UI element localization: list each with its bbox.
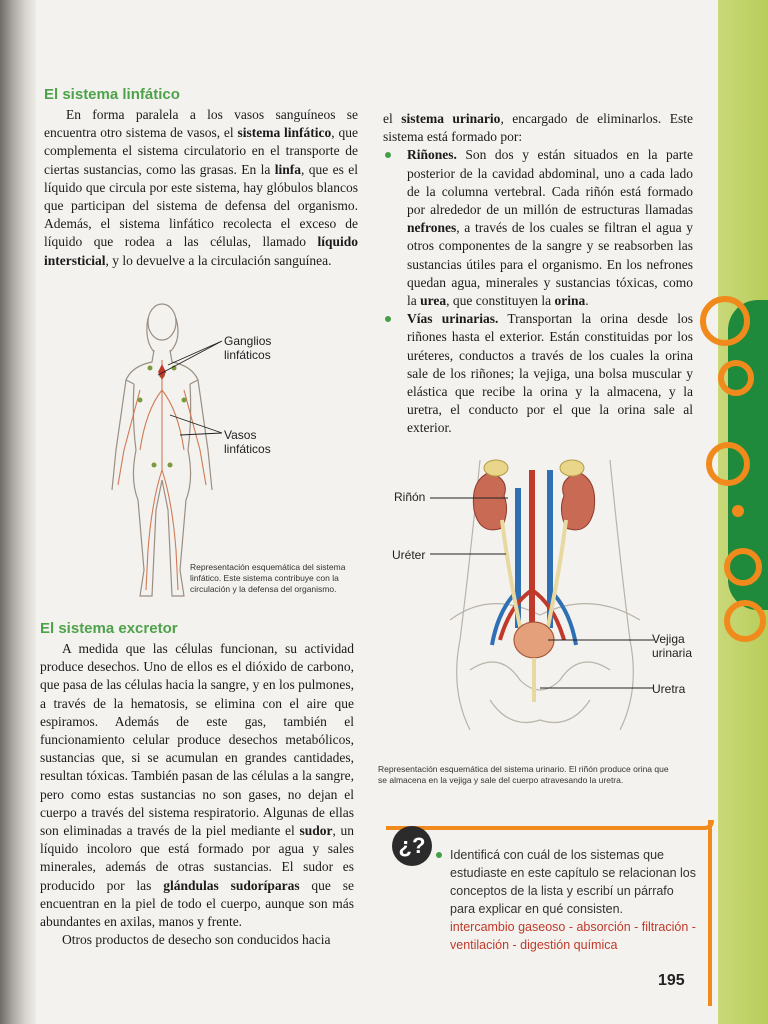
excretor-paragraph [40,640,354,931]
urinary-figure-leader-lines [428,490,658,700]
text-run: A medida que las células funcionan, su actividad produce desechos. Uno de ellos es el dióxido de carbono, que pasa de las células hacia la sangre, y en los pulmones, a través de la hematosis, se elimina con el aire que espiramos. Además de este gas, también el funcionamiento celular produce desechos metabólicos, sustancias que, si se acumulan en grandes cantidades, resultan tóxicas. También pasan de las células a la sangre, pero como estas sustancias no son gases, no dejan el cuerpo a través del sistema respiratorio. Algunas de ellas son eliminadas a través de la piel mediante el [40,641,354,839]
text-run: . [585,293,589,309]
text-run: , encargado de eliminarlos. Este sistema está formado por: [383,111,693,145]
page-number: 195 [658,972,685,989]
bullet-icon [385,316,391,322]
bullet-icon [436,852,442,858]
bold-term: glándulas sudoríparas [163,877,300,893]
bold-term: urea [420,293,447,309]
bold-term: Riñones. [407,147,457,163]
bold-term: orina [554,293,586,309]
section-heading-excretor: El sistema excretor [40,620,178,637]
label-ganglios-linfaticos: Ganglios linfáticos [224,334,272,362]
book-spine-shadow [0,0,36,1024]
excretor-last-line: Otros productos de desecho son conducidos hacia [62,932,331,948]
bold-term: linfa [274,161,302,177]
question-badge-icon: ¿? [392,826,432,866]
text-run: En forma paralela a los vasos sanguíneos se encuentra otro sistema de vasos, el [44,107,358,141]
urinario-intro [383,110,693,146]
bullet-icon [385,152,391,158]
linfatico-text-block [44,106,358,270]
label-uretra: Uretra [652,682,686,696]
urinary-figure-caption: Representación esquemática del sistema urinario. El riñón produce orina que se almacena en la vejiga y sale del cuerpo atravesando la uretra. [378,764,669,785]
label-ureter: Uréter [392,548,426,562]
bold-term: Vías urinarias. [407,311,499,327]
decor-ring [706,442,750,486]
bold-term: líquido intersticial [44,234,358,268]
urinario-text-block [383,110,693,438]
bullet-rinones [383,146,693,310]
text-run: , que complementa el sistema circulatorio en el transporte de ciertas sustancias, como las grasas. En la [44,125,358,177]
bold-term: sudor [299,823,333,839]
text-run: , que es el líquido que circula por este sistema, hay glóbulos blancos que participan del sistema de defensa del organismo. Además, el sistema linfático recolecta el exceso de líquido que rodea a las células, llamado [44,161,358,250]
decor-ring [724,548,762,586]
decor-ring [724,600,766,642]
urinario-bullet-list [383,146,693,437]
label-vejiga-urinaria: Vejiga urinaria [652,632,693,660]
excretor-text-block [40,640,354,949]
text-run: , a través de los cuales se filtran el agua y otros componentes de la sangre y se reabsorben las sustancias útiles para el organismo. En los nefrones quedan agua, minerales y sustancias tóxicas, como la [407,220,693,309]
activity-text: Identificá con cuál de los sistemas que estudiaste en este capítulo se relacionan los conceptos de la lista y escribí un párrafo para explicar en qué consisten. [450,848,696,916]
bold-term: sistema urinario [401,111,501,126]
text-run: Son dos y están situados en la parte posterior de la cavidad abdominal, uno a cada lado de la columna vertebral. Cada riñón está formado por alrededor de un millón de estructuras llamadas [407,147,693,218]
activity-concepts: intercambio gaseoso - absorción - filtración - ventilación - digestión química [450,920,696,952]
activity-prompt [450,846,700,954]
decor-dot [732,505,744,517]
text-run: que se encuentran en la piel de todo el cuerpo, aunque son más abundantes en axilas, manos y frente. [40,877,354,930]
label-rinon: Riñón [394,490,426,504]
section-heading-linfatico: El sistema linfático [44,86,180,103]
decor-ring [700,296,750,346]
bold-term: nefrones [407,220,457,236]
text-run: , y lo devuelve a la circulación sanguínea. [105,252,332,268]
label-vasos-linfaticos: Vasos linfáticos [224,428,271,456]
text-run: Transportan la orina desde los riñones hasta el exterior. Están constituidas por los uréteres, conductos a través de los cuales la orina sale de los riñones; la vejiga, una bolsa muscular y elástica que recibe la orina y la almacena, y la uretra, el conducto por el que la orina sale al exterior. [407,311,694,436]
text-run: , un líquido incoloro que está formado por agua y sales minerales, además de otras sustancias. El sudor es producido por las [40,823,354,893]
lymph-figure-caption: Representación esquemática del sistema linfático. Este sistema contribuye con la circulación y la defensa del organismo. [190,562,346,594]
linfatico-paragraph [44,106,358,270]
bullet-vias-urinarias-text [407,311,693,435]
lymph-figure-leader-lines [150,335,230,445]
bold-term: sistema linfático [237,125,332,141]
bullet-rinones-text [407,147,693,308]
bullet-vias-urinarias [383,310,693,437]
text-run: , que constituyen la [446,293,555,309]
decor-ring [718,360,754,396]
text-run: el [383,111,402,126]
